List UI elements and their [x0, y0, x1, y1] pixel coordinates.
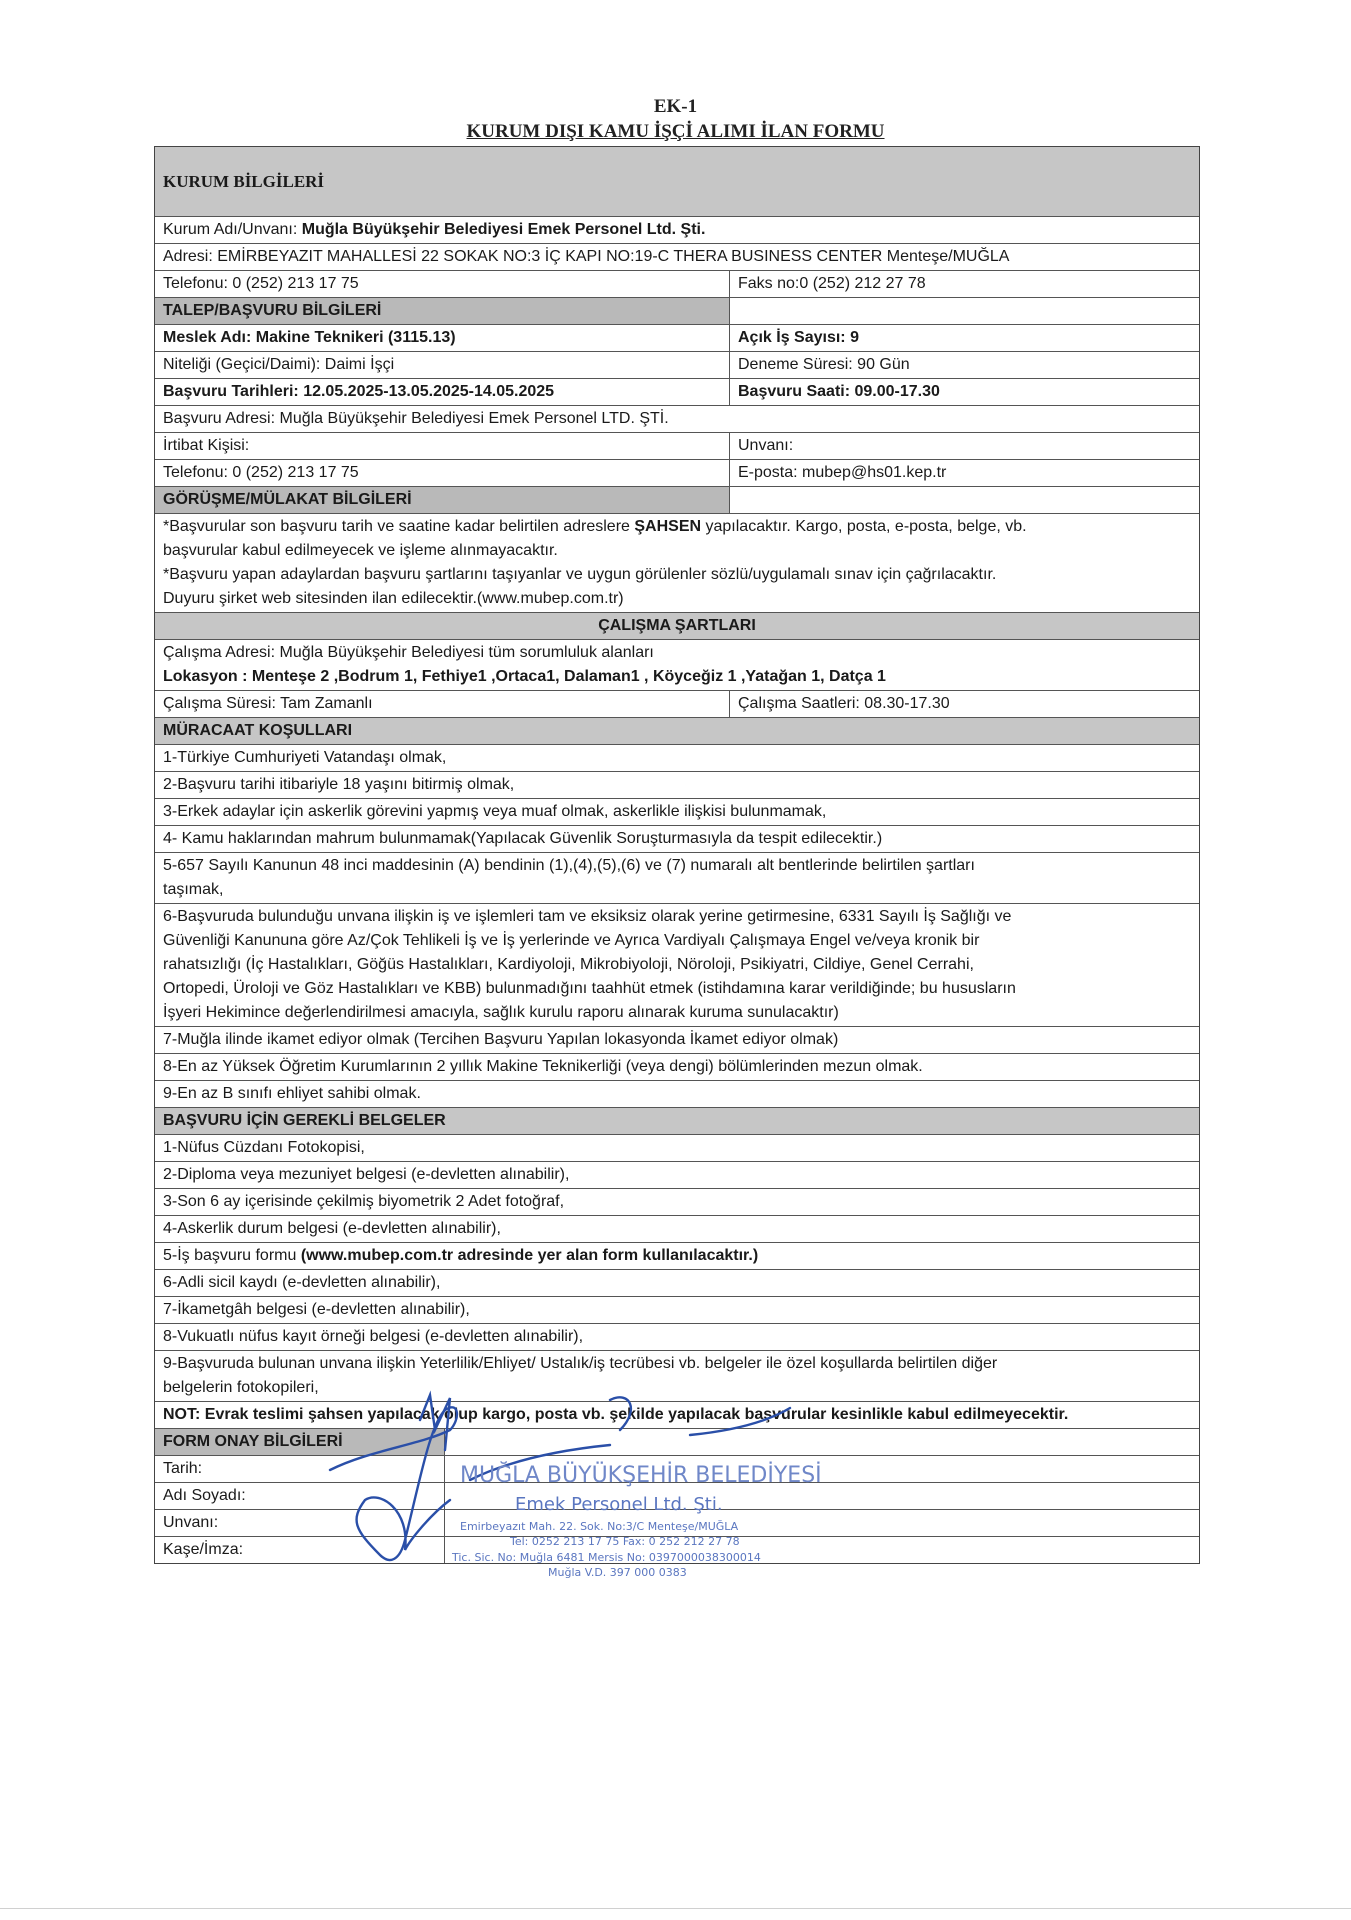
text: 4-Askerlik durum belgesi (e-devletten alınabilir),	[163, 1220, 501, 1237]
list-item	[155, 903, 1199, 1026]
text: Açık İş Sayısı: 9	[738, 329, 859, 346]
text: belgelerin fotokopileri,	[163, 1379, 319, 1396]
list-item	[155, 1053, 1199, 1080]
section-talep	[155, 297, 1199, 324]
section-title: GÖRÜŞME/MÜLAKAT BİLGİLERİ	[155, 487, 730, 513]
text: *Başvuru yapan adaylardan başvuru şartlarını taşıyanlar ve uygun görülenler sözlü/uygulamalı sınav için çağrılacaktır.	[163, 566, 997, 583]
text: İşyeri Hekimince değerlendirilmesi amacıyla, sağlık kurulu raporu alınarak kuruma sunulacaktır)	[163, 1004, 839, 1021]
section-title: MÜRACAAT KOŞULLARI	[163, 722, 353, 739]
stamp-line-1: MUĞLA BÜYÜKŞEHİR BELEDİYESİ	[460, 1463, 822, 1488]
signature	[330, 1407, 457, 1560]
text: 3-Son 6 ay içerisinde çekilmiş biyometrik 2 Adet fotoğraf,	[163, 1193, 565, 1210]
company-stamp	[310, 1390, 850, 1590]
text: 2-Diploma veya mezuniyet belgesi (e-devletten alınabilir),	[163, 1166, 570, 1183]
row-gorusme-text	[155, 513, 1199, 612]
text: 5-İş başvuru formu	[163, 1247, 301, 1264]
document-title: KURUM DIŞI KAMU İŞÇİ ALIMI İLAN FORMU	[466, 121, 885, 142]
list-item	[155, 1134, 1199, 1161]
section-title: ÇALIŞMA ŞARTLARI	[598, 617, 756, 634]
text: *Başvurular son başvuru tarih ve saatine kadar belirtilen adreslere	[163, 518, 635, 535]
text: Telefonu: 0 (252) 213 17 75	[155, 460, 730, 486]
text: 3-Erkek adaylar için askerlik görevini yapmış veya muaf olmak, askerlikle ilişkisi bulunmamak,	[163, 803, 827, 820]
row-basvuru-adresi	[155, 405, 1199, 432]
text: Çalışma Adresi: Muğla Büyükşehir Belediyesi tüm sorumluluk alanları	[163, 644, 654, 661]
value: Muğla Büyükşehir Belediyesi Emek Personel Ltd. Şti.	[301, 221, 706, 238]
list-item	[155, 1296, 1199, 1323]
text: 8-En az Yüksek Öğretim Kurumlarının 2 yıllık Makine Teknikerliği (veya dengi) bölümlerinden mezun olmak.	[163, 1058, 923, 1075]
note-text: NOT: Evrak teslimi şahsen yapılacak olup kargo, posta vb. şekilde yapılacak başvurular kesinlikle kabul edilmeyecektir.	[163, 1406, 1069, 1423]
label: Unvanı:	[155, 1510, 445, 1536]
announcement-form	[154, 146, 1200, 1564]
text: Niteliği (Geçici/Daimi): Daimi İşçi	[155, 352, 730, 378]
text: 9-En az B sınıfı ehliyet sahibi olmak.	[163, 1085, 421, 1102]
section-calisma	[155, 612, 1199, 639]
text: Ortopedi, Üroloji ve Göz Hastalıkları ve KBB) bulunmadığını taahhüt etmek (istihdamına karar verildiğinde; bu hususların	[163, 980, 1016, 997]
list-item	[155, 1161, 1199, 1188]
row-kurum-adres	[155, 243, 1199, 270]
document-code: EK-1	[653, 96, 698, 117]
stamp-line-6: Muğla V.D. 397 000 0383	[548, 1566, 687, 1579]
stamp-line-5: Tic. Sic. No: Muğla 6481 Mersis No: 0397000038300014	[452, 1551, 761, 1564]
stamp-line-4: Tel: 0252 213 17 75 Fax: 0 252 212 27 78	[510, 1535, 740, 1548]
label: Kurum Adı/Unvanı:	[163, 221, 302, 238]
list-item	[155, 852, 1199, 903]
text: 7-Muğla ilinde ikamet ediyor olmak (Tercihen Başvuru Yapılan lokasyonda İkamet ediyor olmak)	[163, 1031, 839, 1048]
list-item	[155, 1269, 1199, 1296]
text: 6-Başvuruda bulunduğu unvana ilişkin iş ve işlemleri tam ve eksiksiz olarak yerine getirmesine, 6331 Sayılı İş Sağlığı ve	[163, 908, 1012, 925]
label: Tarih:	[155, 1456, 445, 1482]
text: Çalışma Saatleri: 08.30-17.30	[738, 695, 950, 712]
row-irtibat	[155, 432, 1199, 459]
list-item	[155, 825, 1199, 852]
text: başvurular kabul edilmeyecek ve işleme alınmayacaktır.	[163, 542, 558, 559]
list-item	[155, 771, 1199, 798]
row-telefon	[155, 459, 1199, 486]
text: 6-Adli sicil kaydı (e-devletten alınabilir),	[163, 1274, 441, 1291]
list-item	[155, 1323, 1199, 1350]
section-title: KURUM BİLGİLERİ	[163, 171, 325, 191]
list-item	[155, 1242, 1199, 1269]
text: Başvuru Saati: 09.00-17.30	[738, 383, 940, 400]
row-tarihleri	[155, 378, 1199, 405]
section-title: FORM ONAY BİLGİLERİ	[155, 1429, 445, 1455]
section-title: BAŞVURU İÇİN GEREKLİ BELGELER	[163, 1112, 446, 1129]
row-calisma-sure	[155, 690, 1199, 717]
text: Duyuru şirket web sitesinden ilan edilecektir.(www.mubep.com.tr)	[163, 590, 624, 607]
row-meslek	[155, 324, 1199, 351]
row-kurum-telefon	[155, 270, 1199, 297]
row-kurum-adi	[155, 216, 1199, 243]
text: (www.mubep.com.tr adresinde yer alan form kullanılacaktır.)	[300, 1247, 759, 1264]
text: rahatsızlığı (İç Hastalıkları, Göğüs Hastalıkları, Kardiyoloji, Mikrobiyoloji, Nöroloji, Psikiyatri, Cildiye, Genel Cerrahi,	[163, 956, 974, 973]
text: E-posta: mubep@hs01.kep.tr	[738, 464, 947, 481]
stamp-line-2: Emek Personel Ltd. Şti.	[515, 1494, 723, 1515]
section-belgeler	[155, 1107, 1199, 1134]
text: Deneme Süresi: 90 Gün	[738, 356, 910, 373]
section-kurum	[155, 147, 1199, 216]
list-item	[155, 1215, 1199, 1242]
text: Lokasyon : Menteşe 2 ,Bodrum 1, Fethiye1 ,Ortaca1, Dalaman1 , Köyceğiz 1 ,Yatağan 1, Datça 1	[163, 668, 886, 685]
text: 2-Başvuru tarihi itibariyle 18 yaşını bitirmiş olmak,	[163, 776, 515, 793]
text: Güvenliği Kanununa göre Az/Çok Tehlikeli İş ve İş yerlerinde ve Ayrıca Vardiyalı Çalışmaya Engel ve/veya kronik bir	[163, 932, 980, 949]
row-calisma-adres	[155, 639, 1199, 690]
text: Adresi: EMİRBEYAZIT MAHALLESİ 22 SOKAK NO:3 İÇ KAPI NO:19-C THERA BUSINESS CENTER Menteşe/MUĞLA	[163, 248, 1010, 265]
text: Telefonu: 0 (252) 213 17 75	[155, 271, 730, 297]
text: Çalışma Süresi: Tam Zamanlı	[155, 691, 730, 717]
text: 1-Türkiye Cumhuriyeti Vatandaşı olmak,	[163, 749, 447, 766]
section-gorusme	[155, 486, 1199, 513]
text: Başvuru Adresi: Muğla Büyükşehir Belediyesi Emek Personel LTD. ŞTİ.	[163, 410, 669, 427]
list-item	[155, 744, 1199, 771]
text: Başvuru Tarihleri: 12.05.2025-13.05.2025-14.05.2025	[155, 379, 730, 405]
list-item	[155, 1080, 1199, 1107]
text: 7-İkametgâh belgesi (e-devletten alınabilir),	[163, 1301, 470, 1318]
page-edge	[0, 1908, 1351, 1909]
row-niteligi	[155, 351, 1199, 378]
text: ŞAHSEN	[634, 518, 702, 535]
text: İrtibat Kişisi:	[155, 433, 730, 459]
label: Adı Soyadı:	[155, 1483, 445, 1509]
stamp-line-3: Emirbeyazıt Mah. 22. Sok. No:3/C Menteşe/MUĞLA	[460, 1520, 739, 1533]
text: 8-Vukuatlı nüfus kayıt örneği belgesi (e-devletten alınabilir),	[163, 1328, 584, 1345]
text: Unvanı:	[738, 437, 794, 454]
text: Meslek Adı: Makine Teknikeri (3115.13)	[155, 325, 730, 351]
section-muracaat	[155, 717, 1199, 744]
text: 1-Nüfus Cüzdanı Fotokopisi,	[163, 1139, 365, 1156]
text: 5-657 Sayılı Kanunun 48 inci maddesinin (A) bendinin (1),(4),(5),(6) ve (7) numaralı alt bentlerinde belirtilen şartları	[163, 857, 975, 874]
label: Kaşe/İmza:	[155, 1537, 445, 1563]
list-item	[155, 1188, 1199, 1215]
list-item	[155, 1026, 1199, 1053]
text: 4- Kamu haklarından mahrum bulunmamak(Yapılacak Güvenlik Soruşturmasıyla da tespit edilecektir.)	[163, 830, 883, 847]
section-title: TALEP/BAŞVURU BİLGİLERİ	[155, 298, 730, 324]
text: 9-Başvuruda bulunan unvana ilişkin Yeterlilik/Ehliyet/ Ustalık/iş tecrübesi vb. belgeler ile özel koşullarda belirtilen diğer	[163, 1355, 998, 1372]
list-item	[155, 798, 1199, 825]
text: taşımak,	[163, 881, 224, 898]
text: Faks no:0 (252) 212 27 78	[738, 275, 926, 292]
text: yapılacaktır. Kargo, posta, e-posta, belge, vb.	[701, 518, 1027, 535]
